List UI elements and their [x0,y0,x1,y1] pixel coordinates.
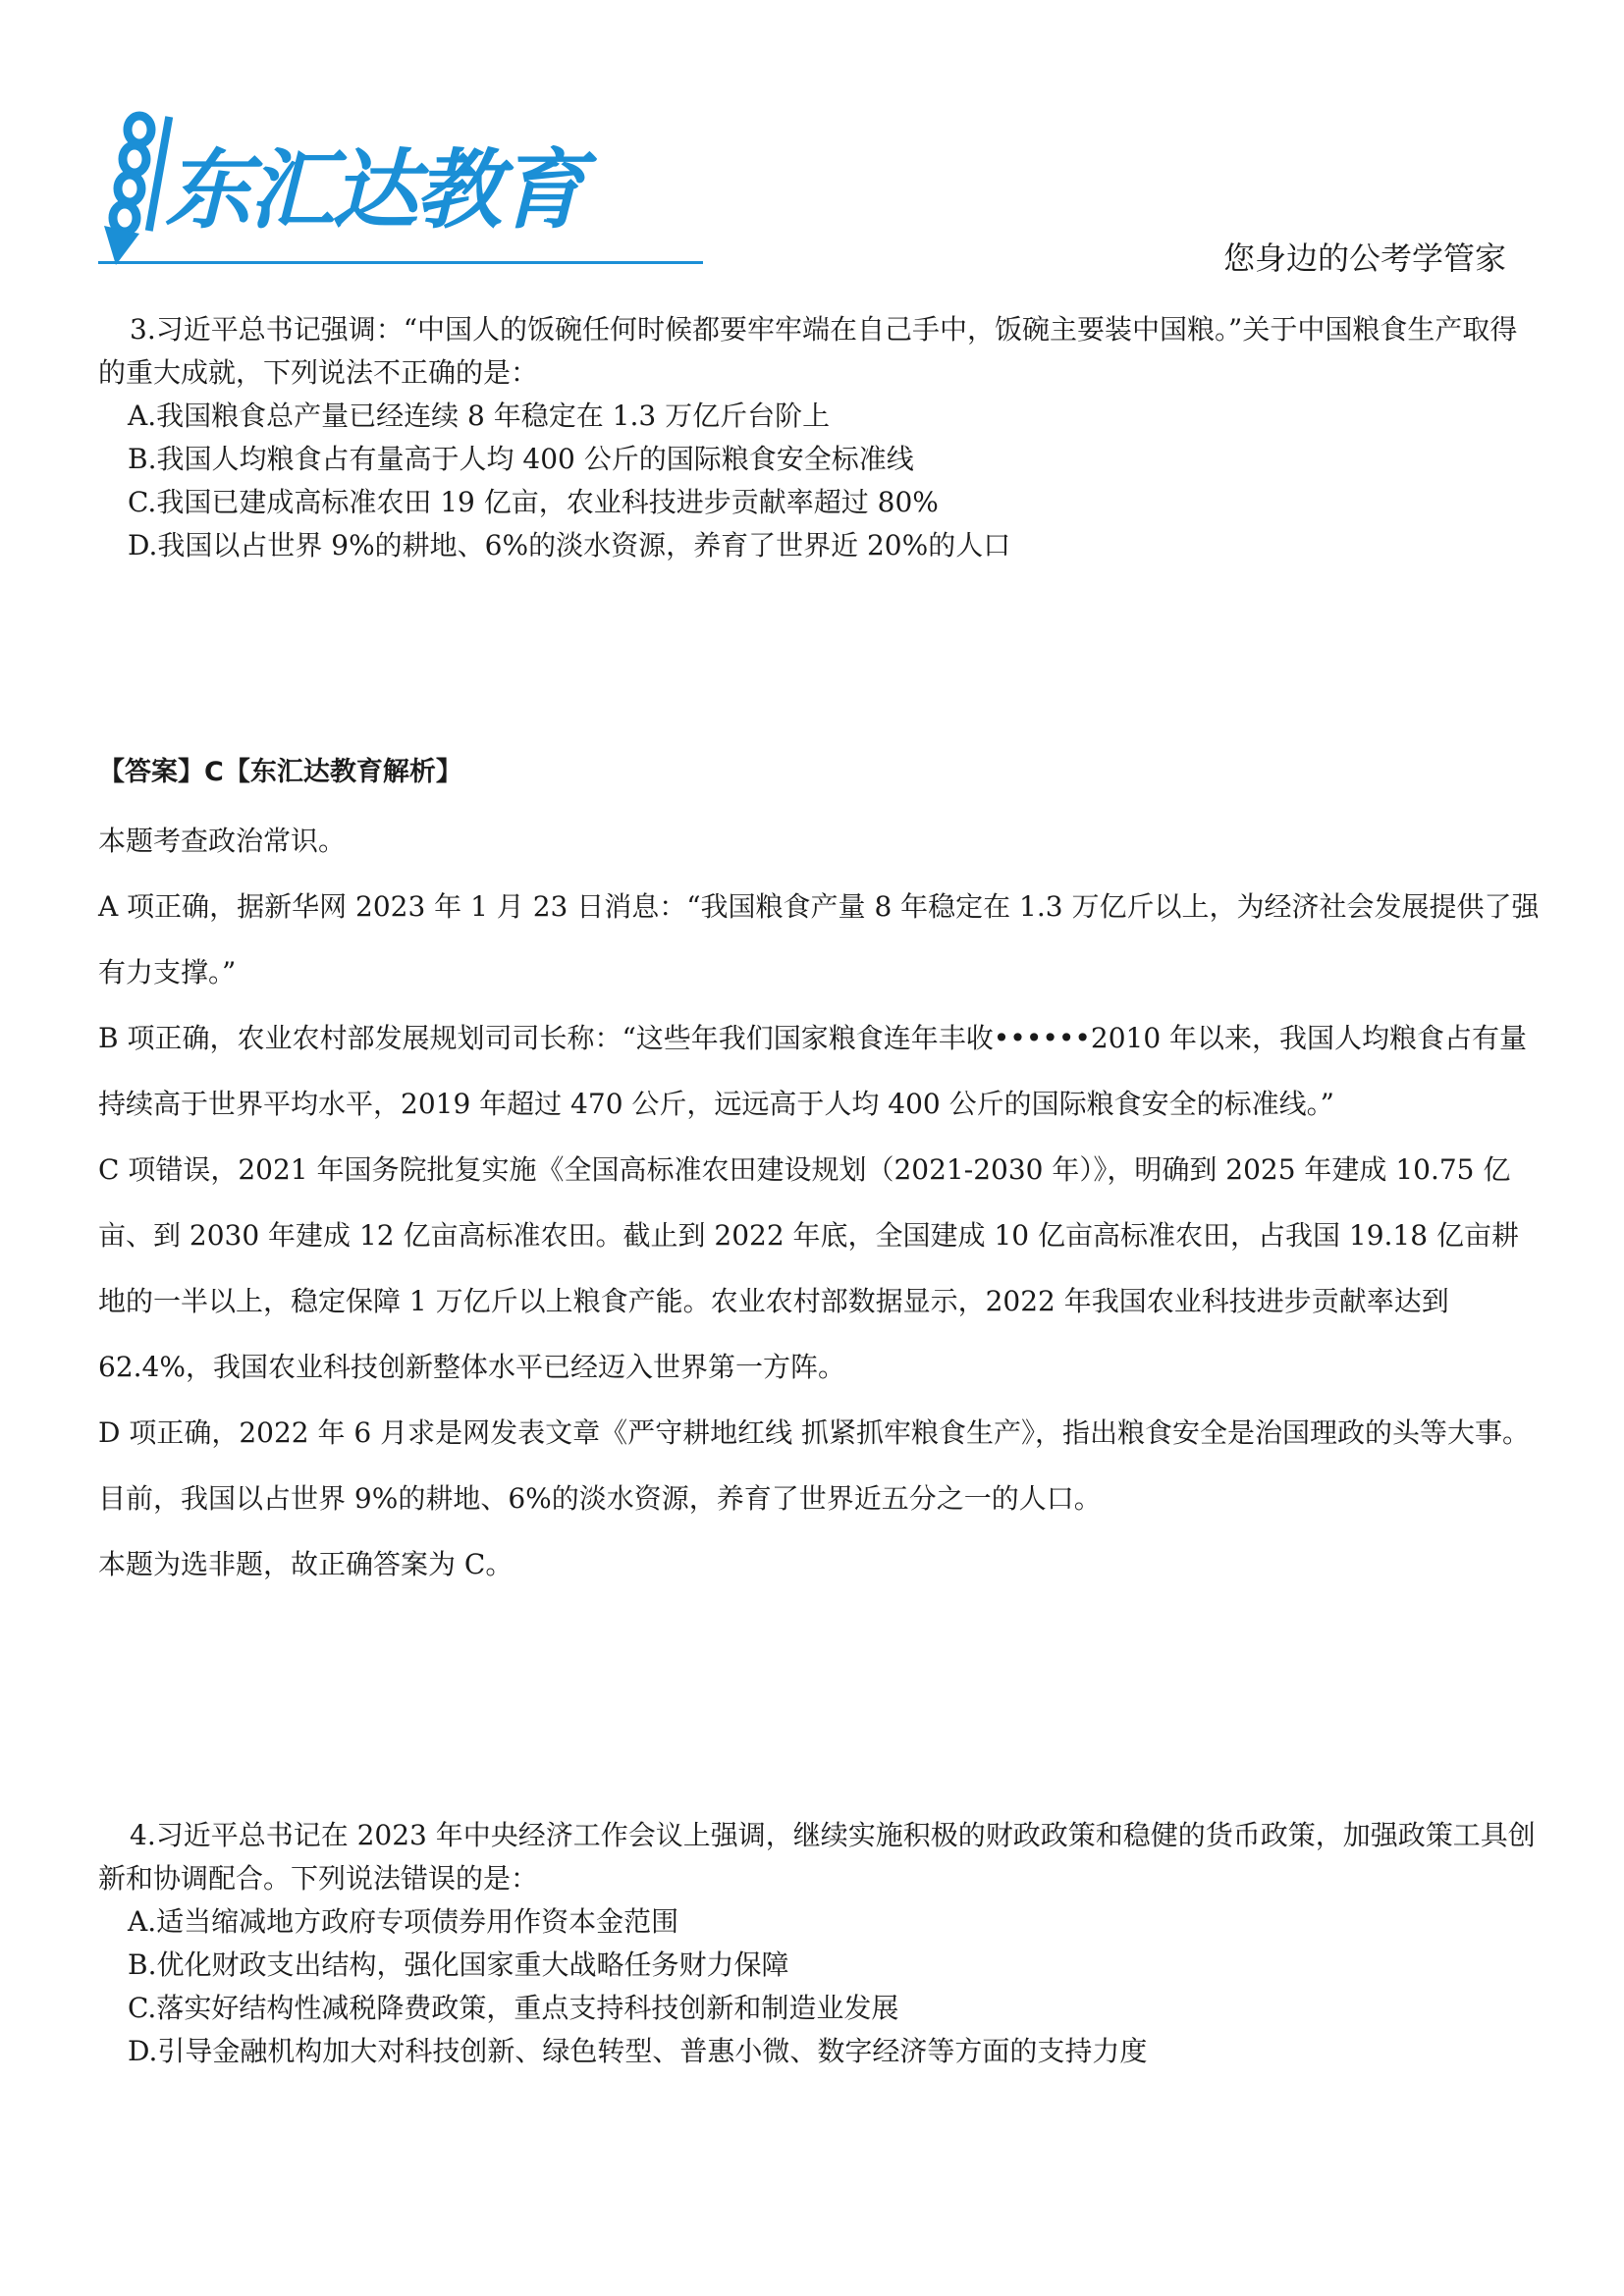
answer-analysis [98,750,1542,1597]
option-b: B.优化财政支出结构，强化国家重大战略任务财力保障 [128,1949,789,1981]
analysis-paragraph: 本题考查政治常识。 [98,825,347,857]
question-4 [98,1814,1542,2073]
header-rule [98,261,703,264]
option-c: C.我国已建成高标准农田 19 亿亩，农业科技进步贡献率超过 80% [128,486,939,518]
analysis-paragraph: B 项正确，农业农村部发展规划司司长称：“这些年我们国家粮食连年丰收••••••2010 年以来，我国人均粮食占有量持续高于世界平均水平，2019 年超过 470 公斤，远远高于人均 400 公斤的国际粮食安全的标准线。” [98,1022,1528,1120]
logo-text: 东汇达教育 [165,139,583,240]
option-d: D.我国以占世界 9%的耕地、6%的淡水资源，养育了世界近 20%的人口 [128,529,1011,561]
option-a: A.适当缩减地方政府专项债券用作资本金范围 [128,1905,679,1938]
option-a: A.我国粮食总产量已经连续 8 年稳定在 1.3 万亿斤台阶上 [128,400,831,432]
answer-title: 【答案】C【东汇达教育解析】 [98,757,462,787]
option-b: B.我国人均粮食占有量高于人均 400 公斤的国际粮食安全标准线 [128,443,914,475]
analysis-paragraph: 本题为选非题，故正确答案为 C。 [98,1548,514,1580]
analysis-paragraph: D 项正确，2022 年 6 月求是网发表文章《严守耕地红线 抓紧抓牢粮食生产》，指出粮食安全是治国理政的头等大事。目前，我国以占世界 9%的耕地、6%的淡水资源，养育了世界近五分之一的人口。 [98,1416,1531,1515]
page-header [0,0,1624,285]
question-3 [98,308,1542,567]
analysis-paragraph: C 项错误，2021 年国务院批复实施《全国高标准农田建设规划（2021-2030 年）》，明确到 2025 年建成 10.75 亿亩、到 2030 年建成 12 亿亩高标准农田。截止到 2022 年底，全国建成 10 亿亩高标准农田，占我国 19.18 亿亩耕地的一半以上，稳定保障 1 万亿斤以上粮食产能。农业农村部数据显示，2022 年我国农业科技进步贡献率达到 62.4%，我国农业科技创新整体水平已经迈入世界第一方阵。 [98,1153,1519,1383]
question-stem: 4.习近平总书记在 2023 年中央经济工作会议上强调，继续实施积极的财政政策和稳健的货币政策，加强政策工具创新和协调配合。下列说法错误的是： [98,1819,1536,1895]
analysis-paragraph: A 项正确，据新华网 2023 年 1 月 23 日消息：“我国粮食产量 8 年稳定在 1.3 万亿斤以上，为经济社会发展提供了强有力支撑。” [98,890,1540,988]
header-tagline: 您身边的公考学管家 [1223,240,1507,277]
question-stem: 3.习近平总书记强调：“中国人的饭碗任何时候都要牢牢端在自己手中，饭碗主要装中国粮。”关于中国粮食生产取得的重大成就，下列说法不正确的是： [98,313,1518,389]
option-d: D.引导金融机构加大对科技创新、绿色转型、普惠小微、数字经济等方面的支持力度 [128,2035,1148,2067]
option-c: C.落实好结构性减税降费政策，重点支持科技创新和制造业发展 [128,1992,899,2024]
